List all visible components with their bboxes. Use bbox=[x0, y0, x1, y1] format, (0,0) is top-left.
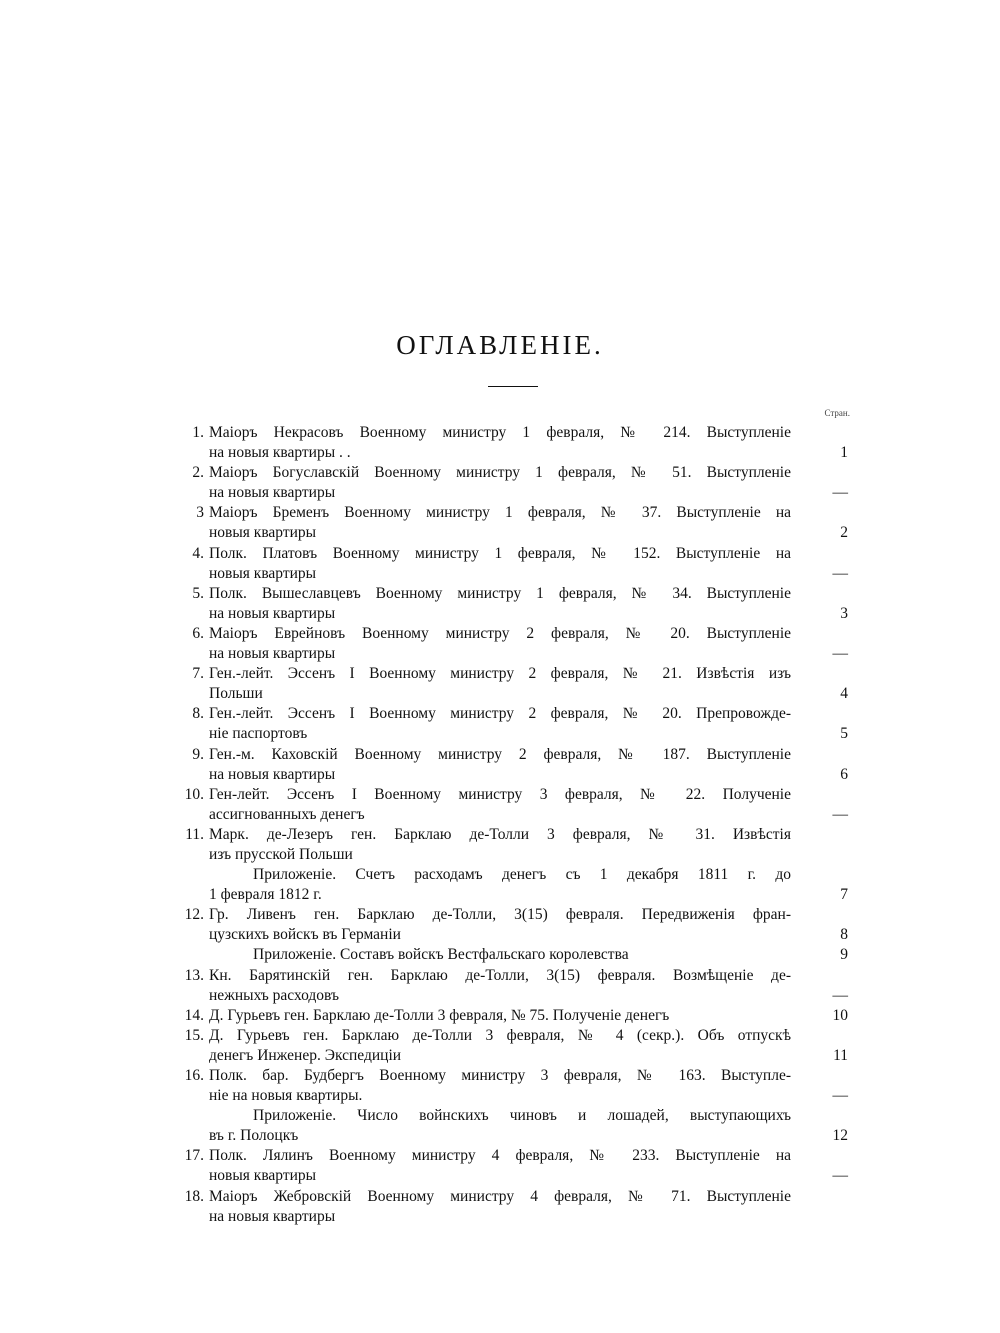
toc-entry bbox=[0, 1006, 1000, 1026]
toc-appendix-entry bbox=[0, 1106, 1000, 1146]
entry-page-number: 7 bbox=[840, 886, 848, 904]
entry-text: Д. Гурьевъ ген. Барклаю де-Толли 3 февраля, № 4 (секр.). Объ отпускѣ bbox=[209, 1026, 791, 1044]
toc-line bbox=[0, 765, 1000, 785]
entry-text: новыя квартиры bbox=[209, 524, 317, 542]
toc-line bbox=[0, 704, 1000, 724]
toc-line bbox=[0, 644, 1000, 664]
entry-number: 9. bbox=[192, 745, 204, 763]
entry-number: 18. bbox=[184, 1187, 204, 1205]
entry-text: цузскихъ войскъ въ Германіи bbox=[209, 926, 401, 944]
toc-entry bbox=[0, 1146, 1000, 1186]
entry-text: ассигнованныхъ денегъ bbox=[209, 805, 365, 823]
toc-line bbox=[0, 624, 1000, 644]
entry-text: Маіоръ Еврейновъ Военному министру 2 февраля, № 20. Выступленіе bbox=[209, 624, 791, 642]
entry-text: Ген.-лейт. Эссенъ I Военному министру 2 февраля, № 20. Препровожде- bbox=[209, 705, 791, 723]
entry-text: Маіоръ Бременъ Военному министру 1 февраля, № 37. Выступленіе на bbox=[209, 504, 791, 522]
toc-entry bbox=[0, 664, 1000, 704]
entry-page-number: — bbox=[832, 564, 848, 582]
entry-text: на новыя квартиры bbox=[209, 484, 336, 502]
page-title: ОГЛАВЛЕНІЕ. bbox=[396, 330, 604, 360]
toc-line bbox=[0, 745, 1000, 765]
title-rule bbox=[488, 386, 538, 387]
toc-entry bbox=[0, 905, 1000, 945]
entry-number: 11. bbox=[185, 825, 204, 843]
entry-number: 1. bbox=[192, 424, 204, 441]
entry-number: 13. bbox=[184, 966, 204, 984]
toc-line bbox=[0, 1106, 1000, 1126]
toc-line bbox=[0, 945, 1000, 965]
entry-text: Маіоръ Некрасовъ Военному министру 1 февраля, № 214. Выступленіе bbox=[209, 424, 791, 441]
entry-page-number: 12 bbox=[832, 1127, 848, 1145]
entry-number: 12. bbox=[184, 906, 204, 924]
entry-text: Ген.-лейт. Эссенъ I Военному министру 2 февраля, № 21. Извѣстія изъ bbox=[209, 665, 791, 683]
entry-page-number: — bbox=[832, 986, 848, 1004]
entry-text: Полк. Платовъ Военному министру 1 февраля, № 152. Выступленіе на bbox=[209, 544, 791, 562]
toc-entry bbox=[0, 463, 1000, 503]
toc-line bbox=[0, 1126, 1000, 1146]
entry-text: изъ прусской Польши bbox=[209, 845, 353, 863]
toc-line bbox=[0, 865, 1000, 885]
toc-line bbox=[0, 463, 1000, 483]
toc-line bbox=[0, 544, 1000, 564]
toc-entry bbox=[0, 544, 1000, 584]
entry-text: Кн. Барятинскій ген. Барклаю де-Толли, 3(15) февраля. Возмѣщеніе де- bbox=[209, 966, 791, 984]
toc-line bbox=[0, 1166, 1000, 1186]
entry-text: Д. Гурьевъ ген. Барклаю де-Толли 3 февраля, № 75. Полученіе денегъ bbox=[209, 1006, 670, 1024]
entry-text: новыя квартиры bbox=[209, 1167, 317, 1185]
toc-line bbox=[0, 564, 1000, 584]
entry-text: Ген.-м. Каховскій Военному министру 2 февраля, № 187. Выступленіе bbox=[209, 745, 791, 763]
entry-number: 7. bbox=[192, 665, 204, 683]
entry-number: 8. bbox=[192, 705, 204, 723]
entry-page-number: 4 bbox=[840, 685, 848, 703]
toc-line bbox=[0, 1066, 1000, 1086]
toc-line bbox=[0, 604, 1000, 624]
entry-page-number: — bbox=[832, 484, 848, 502]
entry-page-number: — bbox=[832, 805, 848, 823]
toc-line bbox=[0, 1026, 1000, 1046]
toc-entry bbox=[0, 1187, 1000, 1227]
entry-text: Маіоръ Богуславскій Военному министру 1 февраля, № 51. Выступленіе bbox=[209, 464, 791, 482]
entry-text: ніе на новыя квартиры. bbox=[209, 1087, 363, 1105]
entry-text: на новыя квартиры bbox=[209, 765, 336, 783]
toc-entry bbox=[0, 825, 1000, 865]
entry-number: 16. bbox=[184, 1067, 204, 1084]
entry-text: Маіоръ Жебровскій Военному министру 4 февраля, № 71. Выступленіе bbox=[209, 1187, 791, 1205]
toc-line bbox=[0, 523, 1000, 543]
table-of-contents bbox=[0, 423, 1000, 1227]
entry-number: 5. bbox=[192, 584, 204, 602]
entry-text: новыя квартиры bbox=[209, 564, 317, 582]
entry-text: Полк. бар. Будбергъ Военному министру 3 февраля, № 163. Выступле- bbox=[209, 1067, 791, 1084]
toc-line bbox=[0, 1006, 1000, 1026]
entry-text: ніе паспортовъ bbox=[209, 725, 308, 743]
toc-entry bbox=[0, 624, 1000, 664]
toc-line bbox=[0, 443, 1000, 463]
entry-page-number: 3 bbox=[840, 604, 848, 622]
entry-text: Приложеніе. Счетъ расходамъ денегъ съ 1 декабря 1811 г. до bbox=[253, 866, 791, 884]
toc-line bbox=[0, 483, 1000, 503]
toc-line bbox=[0, 584, 1000, 604]
entry-text: Приложеніе. Число войнскихъ чиновъ и лошадей, выступающихъ bbox=[253, 1107, 791, 1125]
toc-line bbox=[0, 1146, 1000, 1166]
toc-line bbox=[0, 1086, 1000, 1106]
entry-text: Ген-лейт. Эссенъ I Военному министру 3 февраля, № 22. Полученіе bbox=[209, 785, 791, 803]
toc-line bbox=[0, 1187, 1000, 1207]
entry-page-number: — bbox=[832, 1167, 848, 1185]
entry-number: 10. bbox=[184, 785, 204, 803]
toc-entry bbox=[0, 704, 1000, 744]
entry-text: Приложеніе. Составъ войскъ Вестфальскаго королевства bbox=[253, 946, 629, 964]
entry-number: 6. bbox=[192, 624, 204, 642]
toc-line bbox=[0, 785, 1000, 805]
entry-page-number: 1 bbox=[840, 444, 848, 462]
toc-line bbox=[0, 805, 1000, 825]
entry-page-number: 6 bbox=[840, 765, 848, 783]
toc-line bbox=[0, 664, 1000, 684]
entry-page-number: 11 bbox=[833, 1046, 848, 1064]
entry-page-number: 5 bbox=[840, 725, 848, 743]
entry-page-number: 10 bbox=[832, 1006, 848, 1024]
entry-page-number: — bbox=[832, 1087, 848, 1105]
entry-text: на новыя квартиры bbox=[209, 645, 336, 663]
entry-text: на новыя квартиры bbox=[209, 604, 336, 622]
entry-page-number: 8 bbox=[840, 926, 848, 944]
toc-line bbox=[0, 986, 1000, 1006]
entry-text: Полк. Вышеславцевъ Военному министру 1 февраля, № 34. Выступленіе bbox=[209, 584, 791, 602]
page-column-header: Стран. bbox=[824, 408, 850, 418]
entry-text: 1 февраля 1812 г. bbox=[209, 886, 322, 904]
entry-number: 15. bbox=[184, 1026, 204, 1044]
entry-text: денегъ Инженер. Экспедиціи bbox=[209, 1046, 402, 1064]
entry-page-number: 2 bbox=[840, 524, 848, 542]
toc-appendix-entry bbox=[0, 865, 1000, 905]
entry-number: 14. bbox=[184, 1006, 204, 1024]
entry-number: 2. bbox=[192, 464, 204, 482]
entry-text: въ г. Полоцкъ bbox=[209, 1127, 299, 1145]
toc-appendix-entry bbox=[0, 945, 1000, 965]
toc-line bbox=[0, 503, 1000, 523]
toc-entry bbox=[0, 966, 1000, 1006]
toc-entry bbox=[0, 423, 1000, 463]
entry-page-number: — bbox=[832, 645, 848, 663]
entry-text: на новыя квартиры . . bbox=[209, 444, 351, 462]
toc-line bbox=[0, 724, 1000, 744]
toc-line bbox=[0, 845, 1000, 865]
toc-line bbox=[0, 825, 1000, 845]
entry-number: 3 bbox=[196, 504, 204, 522]
toc-line bbox=[0, 1046, 1000, 1066]
toc-line bbox=[0, 885, 1000, 905]
toc-line bbox=[0, 905, 1000, 925]
toc-line bbox=[0, 966, 1000, 986]
entry-text: Польши bbox=[209, 685, 263, 703]
toc-entry bbox=[0, 1026, 1000, 1066]
entry-text: Гр. Ливенъ ген. Барклаю де-Толли, 3(15) февраля. Передвиженія фран- bbox=[209, 906, 791, 924]
toc-entry bbox=[0, 1066, 1000, 1106]
toc-entry bbox=[0, 503, 1000, 543]
entry-number: 4. bbox=[192, 544, 204, 562]
toc-entry bbox=[0, 584, 1000, 624]
entry-text: Полк. Лялинъ Военному министру 4 февраля, № 233. Выступленіе на bbox=[209, 1147, 791, 1165]
toc-entry bbox=[0, 745, 1000, 785]
entry-text: на новыя квартиры bbox=[209, 1207, 336, 1225]
toc-entry bbox=[0, 785, 1000, 825]
entry-text: нежныхъ расходовъ bbox=[209, 986, 339, 1004]
toc-line bbox=[0, 684, 1000, 704]
entry-text: Марк. де-Лезеръ ген. Барклаю де-Толли 3 февраля, № 31. Извѣстія bbox=[209, 825, 791, 843]
entry-number: 17. bbox=[184, 1147, 204, 1165]
toc-line bbox=[0, 1207, 1000, 1227]
toc-line bbox=[0, 423, 1000, 443]
toc-line bbox=[0, 925, 1000, 945]
entry-page-number: 9 bbox=[840, 946, 848, 964]
